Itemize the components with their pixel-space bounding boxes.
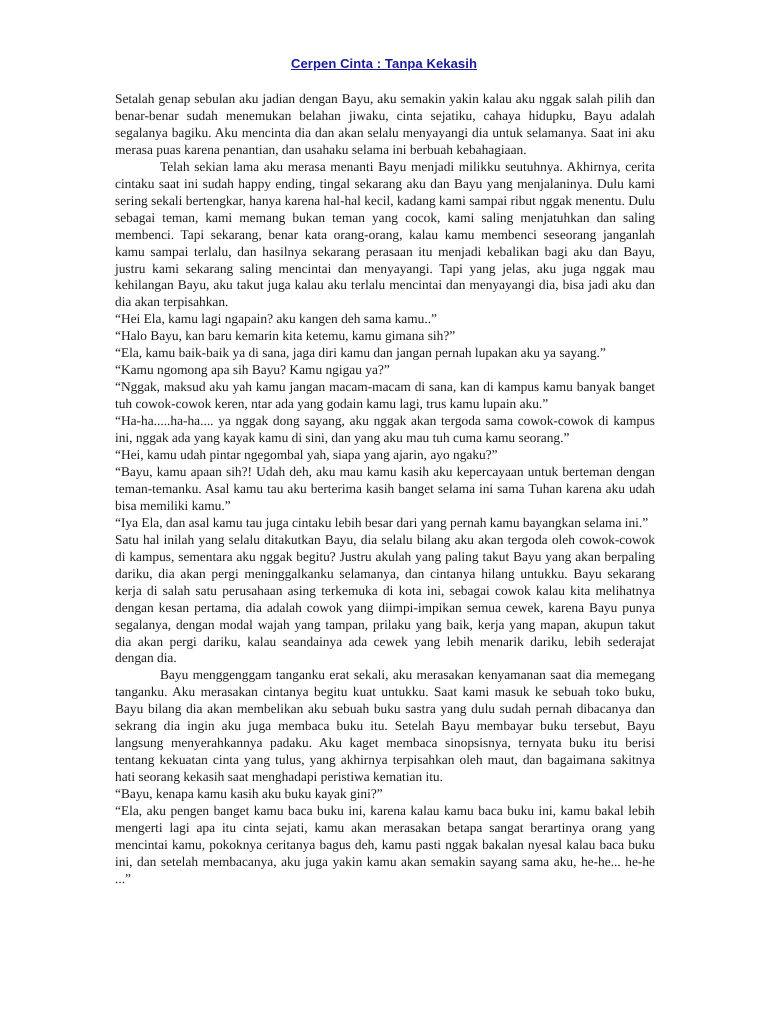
story-paragraph: “Ha-ha.....ha-ha.... ya nggak dong sayang, aku nggak akan tergoda sama cowok-cowok di kampus ini, nggak ada yang kayak kamu di sini, dan yang aku mau tuh cuma kamu seorang.”: [115, 413, 655, 446]
story-body: [115, 91, 655, 888]
story-paragraph: “Ela, kamu baik-baik ya di sana, jaga diri kamu dan jangan pernah lupakan aku ya sayang.”: [115, 345, 606, 361]
story-paragraph: “Hei Ela, kamu lagi ngapain? aku kangen deh sama kamu..”: [115, 311, 437, 327]
story-paragraph: “Kamu ngomong apa sih Bayu? Kamu ngigau ya?”: [115, 362, 390, 378]
story-paragraph: “Nggak, maksud aku yah kamu jangan macam-macam di sana, kan di kampus kamu banyak banget tuh cowok-cowok keren, ntar ada yang godain kamu lagi, trus kamu lupain aku.”: [115, 379, 655, 412]
story-paragraph: “Ela, aku pengen banget kamu baca buku ini, karena kalau kamu baca buku ini, kamu bakal lebih mengerti lagi apa itu cinta sejati, kamu akan merasakan betapa sangat berartinya orang yang mencintai kamu, pokoknya ceritanya bagus deh, kamu pasti nggak bakalan nyesal kalau baca buku ini, dan setelah membacanya, aku juga yakin kamu akan semakin sayang sama aku, he-he... he-he ...”: [115, 803, 655, 886]
story-paragraph: Bayu menggenggam tanganku erat sekali, aku merasakan kenyamanan saat dia memegang tanganku. Aku merasakan cintanya begitu kuat untukku. Saat kami masuk ke sebuah toko buku, Bayu bilang dia akan membelikan aku sebuah buku sastra yang dulu sudah pernah dibacanya dan sekrang dia ingin aku juga membaca buku itu. Setelah Bayu membayar buku tersebut, Bayu langsung menyerahkannya padaku. Aku kaget membaca sinopsisnya, ternyata buku itu berisi tentang kekuatan cinta yang tulus, yang akhirnya terpisahkan oleh maut, dan bagaimana sakitnya hati seorang kekasih saat menghadapi peristiwa kematian itu.: [115, 667, 655, 785]
document-title[interactable]: Cerpen Cinta : Tanpa Kekasih: [290, 56, 478, 71]
story-paragraph: Setalah genap sebulan aku jadian dengan Bayu, aku semakin yakin kalau aku nggak salah pilih dan benar-benar sudah menemukan belahan jiwaku, cinta sejatiku, cahaya hidupku, Bayu adalah segalanya bagiku. Aku mencinta dia dan akan selalu menyayangi dia untuk selamanya. Saat ini aku merasa puas karena penantian, dan usahaku selama ini berbuah kebahagiaan.: [115, 91, 655, 157]
story-paragraph: “Bayu, kamu apaan sih?! Udah deh, aku mau kamu kasih aku kepercayaan untuk berteman dengan teman-temanku. Asal kamu tau aku berterima kasih banget selama ini sama Tuhan karena aku udah bisa memiliki kamu.”: [115, 463, 655, 513]
story-paragraph: Satu hal inilah yang selalu ditakutkan Bayu, dia selalu bilang aku akan tergoda oleh cowok-cowok di kampus, sementara aku nggak begitu? Justru akulah yang paling takut Bayu yang akan berpaling dariku, dia akan pergi meninggalkanku selamanya, dan cintanya hilang untukku. Bayu sekarang kerja di salah satu perusahaan asing terkemuka di kota ini, sebagai cowok kalau kita melihatnya dengan kesan pertama, dia adalah cowok yang diimpi-impikan semua cewek, karena Bayu punya segalanya, dengan modal wajah yang tampan, prilaku yang baik, kerja yang mapan, akupun takut dia akan pergi dariku, kalau seandainya ada cewek yang lebih menarik dariku, lebih sederajat dengan dia.: [115, 531, 655, 666]
story-paragraph: Telah sekian lama aku merasa menanti Bayu menjadi milikku seutuhnya. Akhirnya, cerita cintaku saat ini sudah happy ending, tingal sekarang aku dan Bayu yang menjalaninya. Dulu kami sering sekali bertengkar, hanya karena hal-hal kecil, kadang kami sampai ribut nggak menentu. Dulu sebagai teman, kami memang bukan teman yang cocok, kami saling menjatuhkan dan saling membenci. Tapi sekarang, benar kata orang-orang, kalau kamu membenci seseorang janganlah kamu sampai terlalu, dan hasilnya sekarang perasaan itu menjadi kebalikan bagi aku dan Bayu, justru kami sekarang saling mencintai dan menyayangi. Tapi yang jelas, aku juga nggak mau kehilangan Bayu, aku takut juga kalau aku terlalu mencintai dan menyayangi dia, bisa jadi aku dan dia akan terpisahkan.: [115, 158, 655, 310]
story-paragraph: “Hei, kamu udah pintar ngegombal yah, siapa yang ajarin, ayo ngaku?”: [115, 447, 498, 463]
story-paragraph: “Halo Bayu, kan baru kemarin kita ketemu, kamu gimana sih?”: [115, 328, 456, 344]
story-paragraph: “Iya Ela, dan asal kamu tau juga cintaku lebih besar dari yang pernah kamu bayangkan selama ini.”: [115, 514, 649, 530]
story-paragraph: “Bayu, kenapa kamu kasih aku buku kayak gini?”: [115, 786, 383, 802]
